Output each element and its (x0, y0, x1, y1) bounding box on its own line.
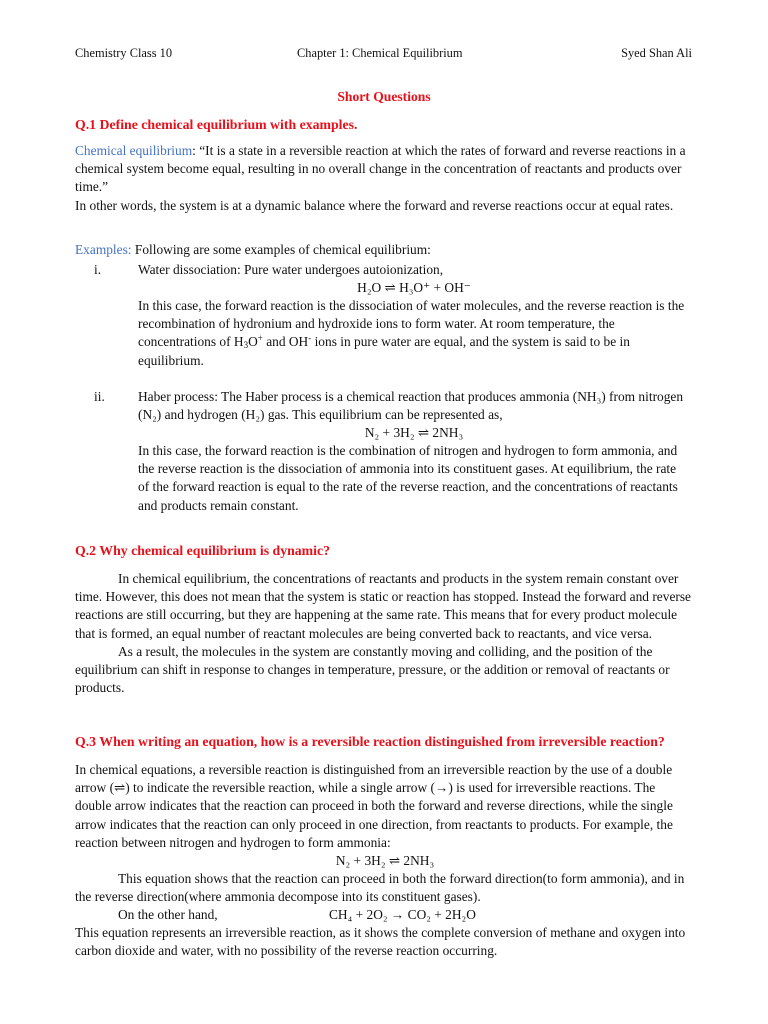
q3-paragraph-3: This equation represents an irreversible reaction, as it shows the complete conversion of methane and oxygen into carbon dioxide and water, with no possibility of the reverse reaction occurring. (75, 925, 686, 959)
examples-label: Examples: (75, 242, 132, 257)
item2-equation: N₂ + 3H₂ ⇌ 2NH₃ (364, 425, 464, 440)
q2-heading: Q.2 Why chemical equilibrium is dynamic? (75, 543, 331, 558)
header-center: Chapter 1: Chemical Equilibrium (297, 46, 463, 60)
q2-paragraph-2: As a result, the molecules in the system are constantly moving and colliding, and the position of the equilibrium can shift in response to changes in temperature, pressure, or the addition or removal of reactants or products. (75, 643, 670, 696)
q3-equation-1: N₂ + 3H₂ ⇌ 2NH₃ (335, 853, 435, 868)
item1-equation: H₂O ⇌ H₃O⁺ + OH⁻ (357, 280, 471, 295)
q3-heading: Q.3 When writing an equation, how is a reversible reaction distinguished from irreversible reaction? (75, 734, 665, 749)
item1-text (138, 297, 690, 370)
item1-text-part: ions in pure water are equal, and the system is said to be in equilibrium. (138, 334, 630, 368)
item1-text-part: O (248, 334, 258, 350)
item2-text: In this case, the forward reaction is the combination of nitrogen and hydrogen to form ammonia, and the reverse reaction is the dissociation of ammonia into its constituent gases. At equilibrium, the rate of the forward reaction is equal to the rate of the reverse reaction, and the concentrations of reactants and products remain constant. (138, 443, 678, 513)
item2-title: Haber process: The Haber process is a chemical reaction that produces ammonia (NH₃) from nitrogen (N₂) and hydrogen (H₂) gas. This equilibrium can be represented as, (138, 389, 684, 423)
examples-intro-text: Following are some examples of chemical equilibrium: (131, 242, 431, 257)
q2-body (75, 570, 695, 697)
item1-sub: 3 (243, 340, 249, 351)
item1-number: i. (94, 262, 102, 277)
q1-heading: Q.1 Define chemical equilibrium with examples. (75, 117, 358, 132)
header-left: Chemistry Class 10 (75, 46, 173, 60)
q1-definition (75, 142, 695, 215)
item1-text-part: In this case, the forward reaction is the dissociation of water molecules, and the reverse reaction is the recombination of hydronium and hydroxide ions to form water. At room temperature, the concentrations of H (138, 298, 685, 350)
item1-sup: + (257, 333, 263, 344)
item1-text-part: and OH (262, 334, 309, 350)
definition-text: : “It is a state in a reversible reaction at which the rates of forward and reverse reactions in a chemical system become equal, resulting in no overall change in the concentration of reactants and products over time.” (75, 143, 686, 195)
q3-paragraph-2-block (75, 870, 695, 906)
q3-paragraph-2: This equation shows that the reaction can proceed in both the forward direction(to form ammonia), and in the reverse direction(where ammonia decompose into its constituent gases). (75, 871, 685, 905)
other-words-text: In other words, the system is at a dynamic balance where the forward and reverse reactions occur at equal rates. (75, 197, 674, 213)
q3-other-hand: On the other hand, (118, 907, 218, 922)
item2-number: ii. (94, 389, 105, 404)
page-title: Short Questions (337, 89, 431, 104)
item1-title: Water dissociation: Pure water undergoes autoionization, (138, 262, 444, 277)
item1-block (138, 261, 690, 279)
item1-sup: - (308, 333, 312, 344)
definition-label: Chemical equilibrium (75, 143, 193, 158)
q3-equation-2: CH₄ + 2O₂ → CO₂ + 2H₂O (329, 907, 476, 922)
examples-intro (75, 241, 695, 259)
header-right: Syed Shan Ali (621, 46, 692, 60)
q3-paragraph-1: In chemical equations, a reversible reaction is distinguished from an irreversible reaction by the use of a double arrow (⇌) to indicate the reversible reaction, while a single arrow (→) is used for irreversible reactions. The double arrow indicates that the reaction can proceed in both the forward and reverse directions, while the single arrow indicates that the reaction can only proceed in one direction, from reactants to products. For example, the reaction between nitrogen and hydrogen to form ammonia: (75, 762, 673, 850)
q2-paragraph-1: In chemical equilibrium, the concentrations of reactants and products in the system remain constant over time. However, this does not mean that the system is static or reaction has stopped. Instead the forward and reverse reactions are still occurring, but they are happening at the same rate. This means that for every product molecule that is formed, an equal number of reactant molecules are being converted back to reactants, and vice versa. (75, 571, 691, 641)
